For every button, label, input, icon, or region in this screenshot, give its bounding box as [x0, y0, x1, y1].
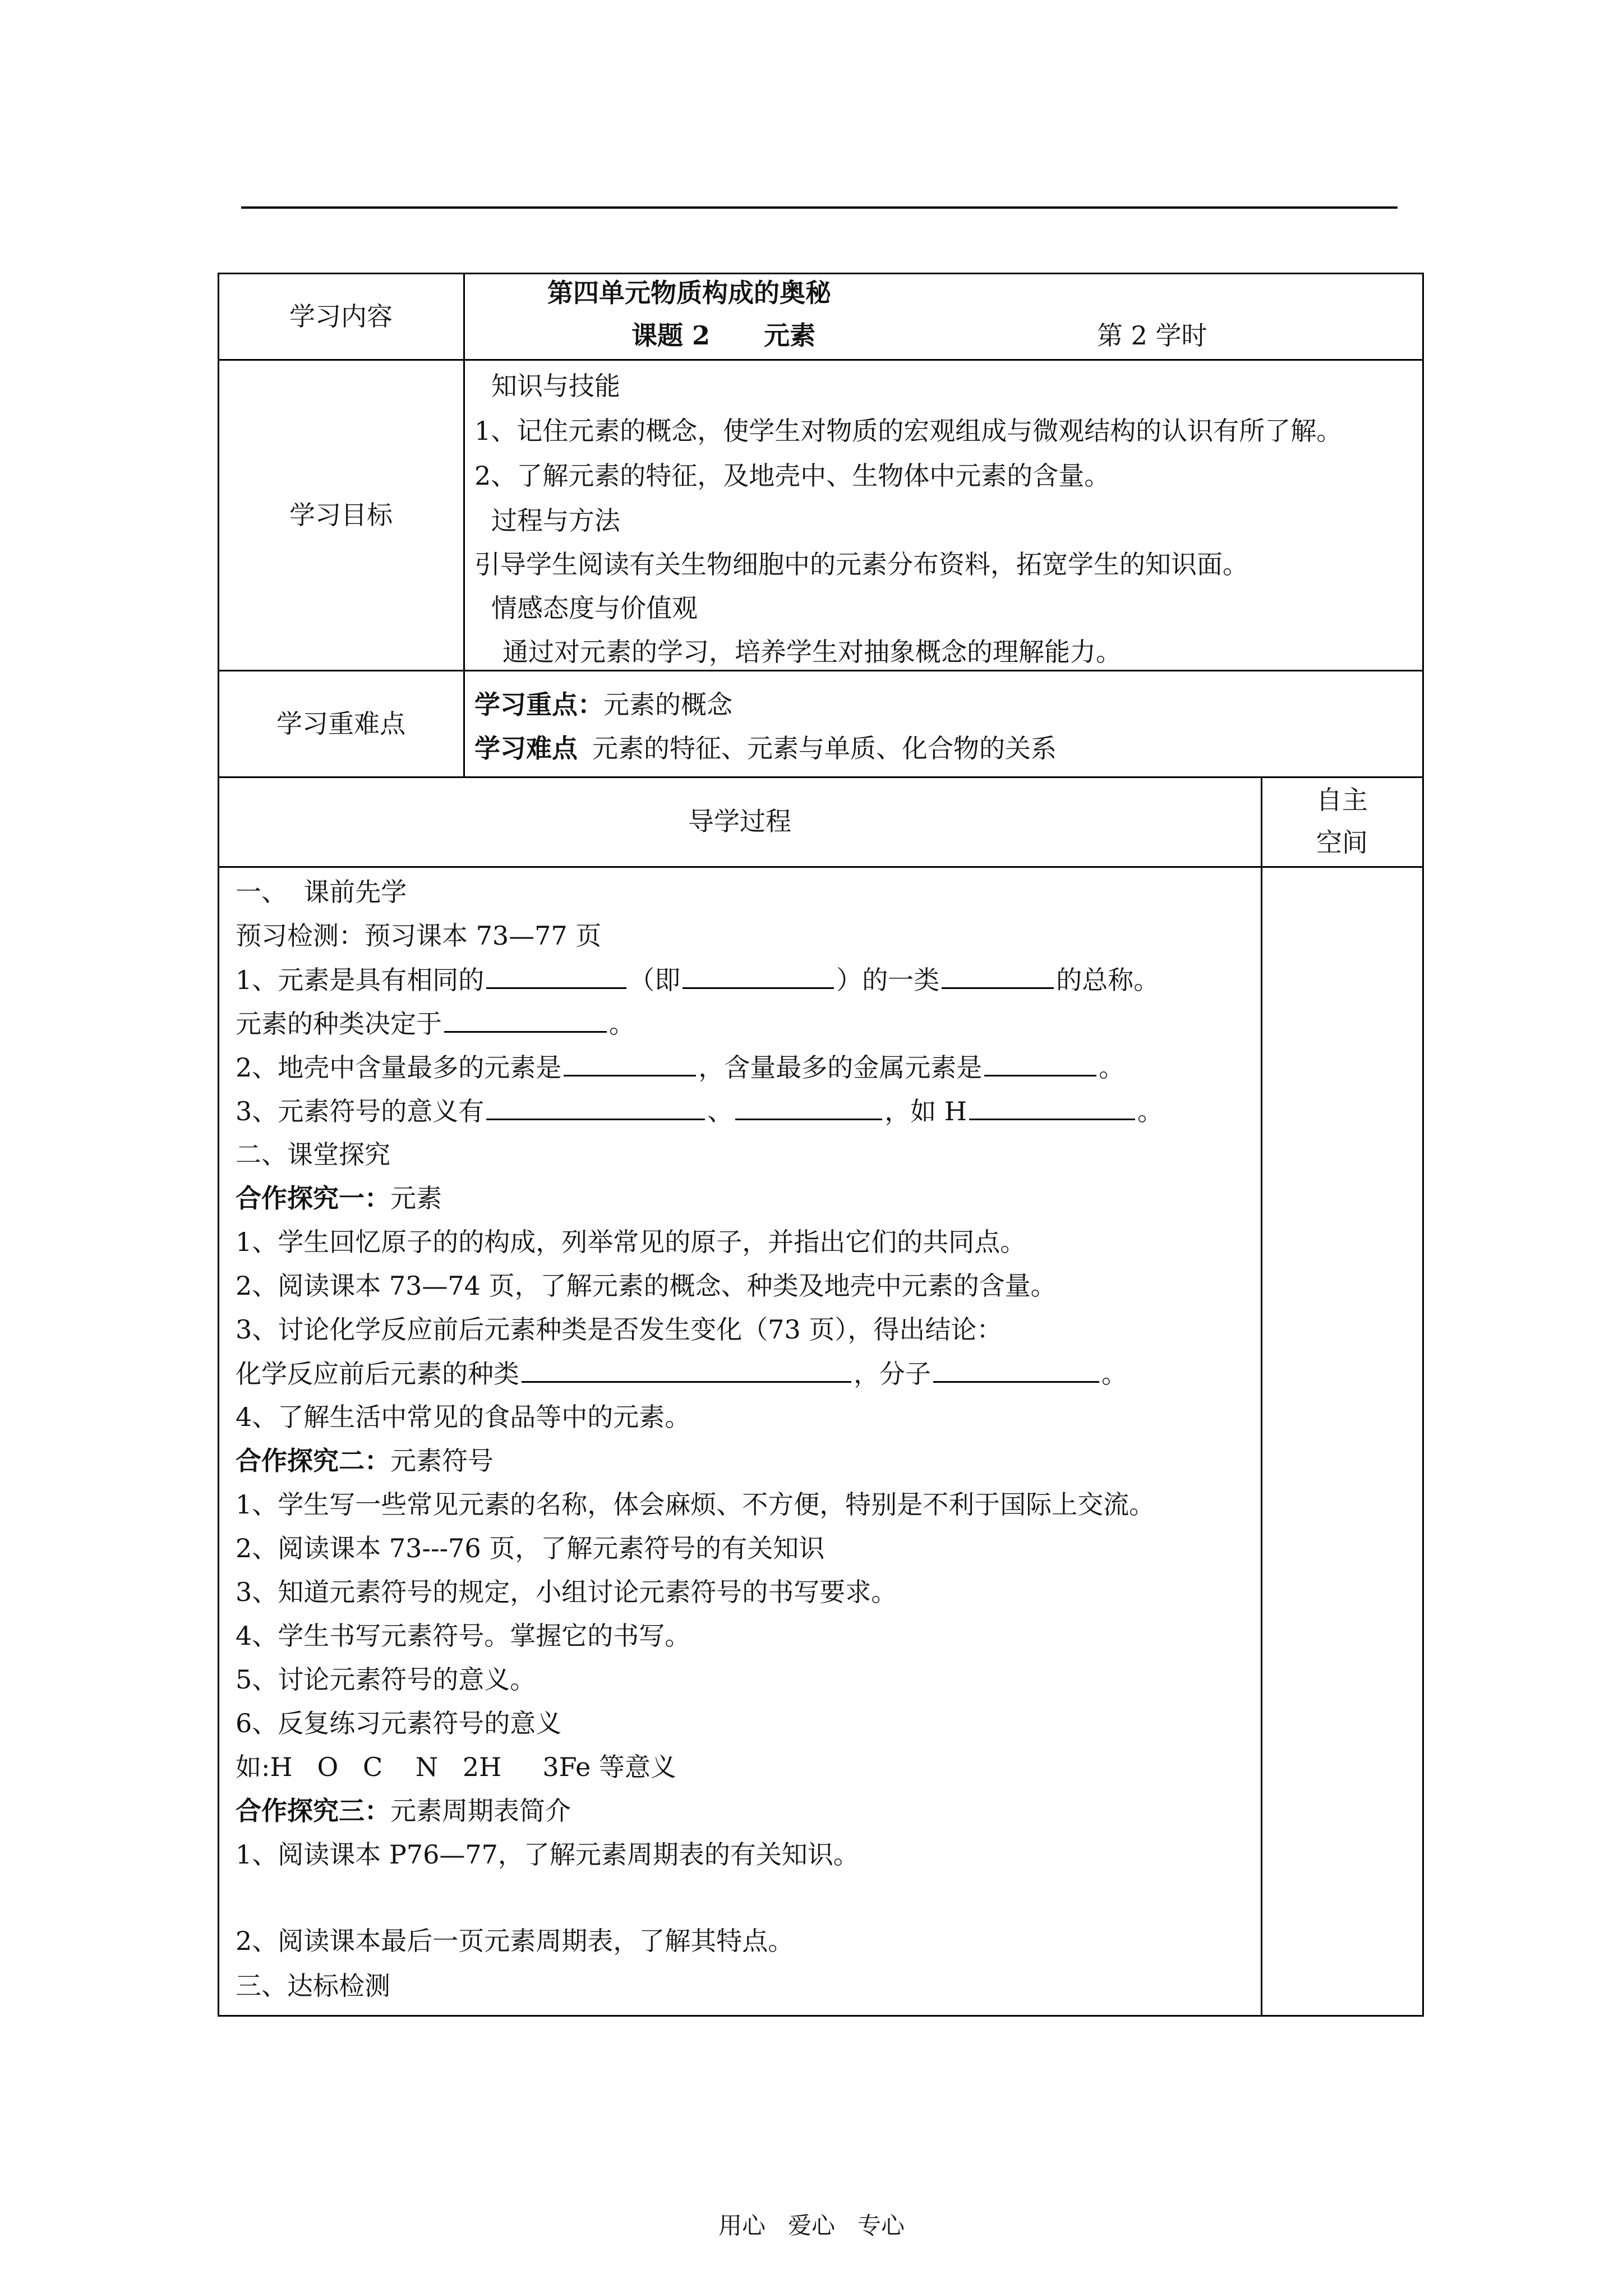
q1-text: （即: [629, 965, 681, 995]
section-heading: 二、课堂探究: [236, 1139, 390, 1170]
table-border-bottom: [218, 2015, 1423, 2017]
objectives-label: 学习目标: [289, 500, 393, 530]
answer-blank[interactable]: [735, 1095, 882, 1120]
answer-blank[interactable]: [564, 1051, 696, 1076]
content-label: 学习内容: [289, 301, 393, 332]
q3-text: ，如 H: [884, 1096, 967, 1126]
coop-text: 元素周期表简介: [390, 1796, 571, 1826]
list-item: 5、讨论元素符号的意义。: [236, 1664, 536, 1695]
conclusion-text: 。: [1101, 1359, 1127, 1389]
answer-blank[interactable]: [933, 1358, 1099, 1383]
coop-label: 合作探究三：: [236, 1796, 390, 1826]
table-col-divider: [1261, 776, 1262, 2016]
list-item: 2、阅读课本最后一页元素周期表，了解其特点。: [236, 1926, 794, 1956]
q3-text: 、: [707, 1096, 734, 1126]
side-title-line2: 空间: [1316, 827, 1368, 858]
lesson-period: 第 2 学时: [1097, 320, 1207, 351]
question-1: [236, 964, 1159, 996]
answer-blank[interactable]: [486, 964, 626, 989]
question-1-cont: [236, 1007, 635, 1039]
section-heading: 一、 课前先学: [236, 877, 407, 907]
answer-blank[interactable]: [942, 964, 1054, 989]
table-border-right: [1422, 273, 1424, 2017]
q2-text: ，含量最多的金属元素是: [698, 1052, 983, 1083]
objective-line: 2、了解元素的特征，及地壳中、生物体中元素的含量。: [474, 461, 1110, 491]
focus-line: [474, 689, 732, 720]
difficulty-label: 学习难点: [474, 733, 578, 763]
coop-text: 元素: [390, 1183, 442, 1213]
objective-line: 通过对元素的学习，培养学生对抽象概念的理解能力。: [502, 637, 1122, 667]
table-row-divider: [218, 866, 1423, 868]
difficulty-line: [474, 733, 1057, 764]
process-title: 导学过程: [688, 806, 791, 836]
preview-line: 预习检测：预习课本 73—77 页: [236, 921, 602, 951]
list-item: 3、讨论化学反应前后元素种类是否发生变化（73 页），得出结论：: [236, 1314, 1003, 1345]
question-3: [236, 1095, 1163, 1127]
table-row-divider: [218, 776, 1423, 778]
objective-line: 1、记住元素的概念，使学生对物质的宏观组成与微观结构的认识有所了解。: [474, 416, 1343, 446]
difficulty-text: 元素的特征、元素与单质、化合物的关系: [592, 733, 1057, 763]
answer-blank[interactable]: [486, 1095, 705, 1120]
list-item: 4、学生书写元素符号。掌握它的书写。: [236, 1621, 691, 1651]
table-row-divider: [218, 359, 1423, 361]
list-item: 1、阅读课本 P76—77，了解元素周期表的有关知识。: [236, 1839, 859, 1870]
q3-text: 3、元素符号的意义有: [236, 1096, 485, 1126]
list-item: 3、知道元素符号的规定，小组讨论元素符号的书写要求。: [236, 1577, 897, 1607]
q2-text: 2、地壳中含量最多的元素是: [236, 1052, 562, 1083]
conclusion-text: 化学反应前后元素的种类: [236, 1359, 519, 1389]
answer-blank[interactable]: [969, 1095, 1135, 1120]
table-border-left: [218, 273, 219, 2017]
conclusion-line: [236, 1358, 1127, 1389]
coop-label: 合作探究一：: [236, 1183, 390, 1213]
coop-heading-2: [236, 1445, 494, 1476]
table-col-divider: [463, 273, 465, 777]
conclusion-text: ，分子: [854, 1359, 931, 1389]
unit-title: 第四单元物质构成的奥秘: [547, 278, 831, 308]
objective-line: 情感态度与价值观: [491, 593, 698, 623]
q1-text: 元素的种类决定于: [236, 1009, 442, 1039]
q1-text: 1、元素是具有相同的: [236, 965, 485, 995]
focus-text: 元素的概念: [603, 689, 732, 720]
answer-blank[interactable]: [984, 1051, 1096, 1076]
table-border-top: [218, 273, 1423, 274]
q1-text: 。: [609, 1009, 635, 1039]
objective-line: 引导学生阅读有关生物细胞中的元素分布资料，拓宽学生的知识面。: [474, 549, 1248, 579]
objective-line: 知识与技能: [491, 371, 620, 401]
list-item: 2、阅读课本 73—74 页，了解元素的概念、种类及地壳中元素的含量。: [236, 1271, 1057, 1301]
objective-line: 过程与方法: [491, 505, 620, 536]
question-2: [236, 1051, 1124, 1083]
answer-blank[interactable]: [683, 964, 834, 989]
answer-blank[interactable]: [522, 1358, 851, 1383]
section-heading: 三、达标检测: [236, 1971, 390, 2001]
side-title-line1: 自主: [1316, 785, 1368, 815]
q3-text: 。: [1137, 1096, 1164, 1126]
table-row-divider: [218, 670, 1423, 671]
list-item: 4、了解生活中常见的食品等中的元素。: [236, 1402, 691, 1432]
coop-heading-1: [236, 1182, 442, 1214]
focus-label: 学习重点：: [474, 689, 603, 720]
coop-label: 合作探究二：: [236, 1446, 390, 1476]
q2-text: 。: [1099, 1052, 1125, 1083]
header-rule: [241, 206, 1398, 209]
list-item: 如:H O C N 2H 3Fe 等意义: [236, 1752, 676, 1782]
topic-title: 课题 2 元素: [631, 320, 816, 351]
list-item: 6、反复练习元素符号的意义: [236, 1708, 562, 1738]
list-item: 2、阅读课本 73---76 页，了解元素符号的有关知识: [236, 1533, 825, 1563]
page-footer: 用心 爱心 专心: [718, 2212, 905, 2239]
coop-text: 元素符号: [390, 1446, 494, 1476]
list-item: 1、学生回忆原子的的构成，列举常见的原子，并指出它们的共同点。: [236, 1227, 1026, 1257]
coop-heading-3: [236, 1795, 571, 1826]
key-points-label: 学习重难点: [276, 708, 405, 739]
q1-text: 的总称。: [1056, 965, 1160, 995]
list-item: 1、学生写一些常见元素的名称，体会麻烦、不方便，特别是不利于国际上交流。: [236, 1489, 1155, 1520]
q1-text: ）的一类: [836, 965, 940, 995]
answer-blank[interactable]: [444, 1007, 607, 1033]
